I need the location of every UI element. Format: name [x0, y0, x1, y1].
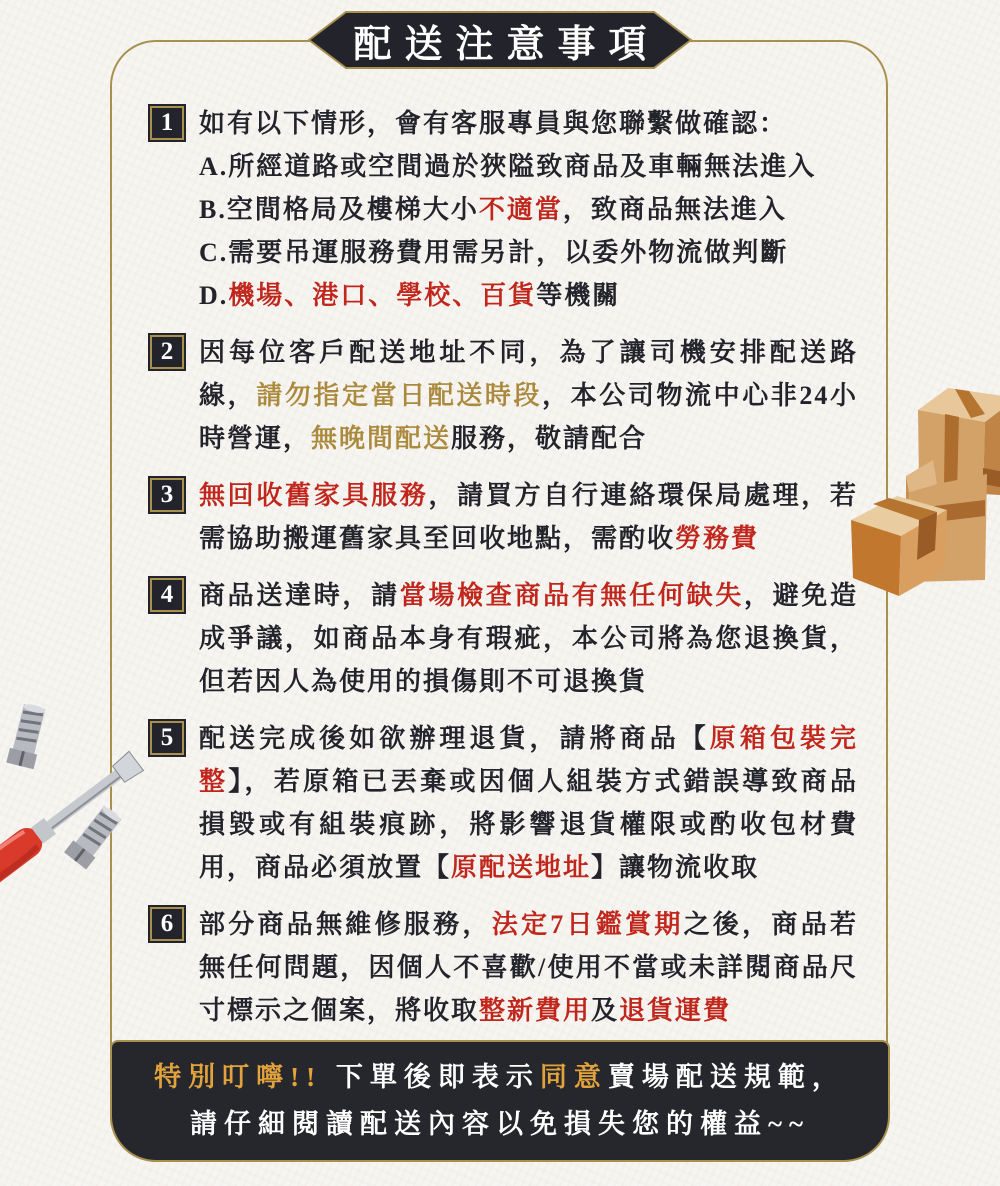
- item-number-badge: 2: [150, 335, 184, 369]
- footer-line-2: 請仔細閱讀配送內容以免損失您的權益~~: [189, 1109, 811, 1139]
- item-number-badge: 5: [150, 721, 184, 755]
- cardboard-boxes-illustration: [845, 380, 1000, 615]
- screwdriver-and-screws-illustration: [0, 688, 172, 920]
- notice-sub-item: A.所經道路或空間過於狹隘致商品及車輛無法進入: [199, 152, 817, 181]
- item-number-badge: 6: [150, 907, 184, 941]
- notice-item: [150, 717, 858, 889]
- item-paragraph: 無回收舊家具服務，請買方自行連絡環保局處理，若需協助搬運舊家具至回收地點，需酌收勞務費: [199, 481, 858, 553]
- notice-list: [150, 102, 858, 1046]
- notice-sub-item: C.需要吊運服務費用需另計，以委外物流做判斷: [199, 238, 789, 267]
- item-paragraph: 配送完成後如欲辦理退貨，請將商品【原箱包裝完整】，若原箱已丟棄或因個人組裝方式錯誤導致商品損毀或有組裝痕跡，將影響退貨權限或酌收包材費用，商品必須放置【原配送地址】讓物流收取: [199, 724, 858, 882]
- item-paragraph: 部分商品無維修服務，法定7日鑑賞期之後，商品若無任何問題，因個人不喜歡/使用不當或未詳閱商品尺寸標示之個案，將收取整新費用及退貨運費: [199, 910, 858, 1025]
- item-text: [199, 903, 858, 1032]
- item-text: [199, 717, 858, 889]
- item-text: [199, 474, 858, 560]
- footer-line-1: 特別叮嚀!! 下單後即表示同意賣場配送規範，: [154, 1062, 846, 1092]
- item-paragraph: 因每位客戶配送地址不同，為了讓司機安排配送路線，請勿指定當日配送時段，本公司物流中心非24小時營運，無晚間配送服務，敬請配合: [199, 338, 858, 453]
- notice-sub-item: B.空間格局及樓梯大小不適當，致商品無法進入: [199, 195, 787, 224]
- notice-item: [150, 474, 858, 560]
- page-title: 配送注意事項: [353, 23, 660, 66]
- item-text: [199, 102, 858, 317]
- item-paragraph: 商品送達時，請當場檢查商品有無任何缺失，避免造成爭議，如商品本身有瑕疵，本公司將為您退換貨，但若因人為使用的損傷則不可退換貨: [199, 581, 858, 696]
- notice-item: [150, 903, 858, 1032]
- item-number-badge: 3: [150, 478, 184, 512]
- notice-item: [150, 331, 858, 460]
- footer-banner: [110, 1040, 890, 1162]
- item-text: [199, 574, 858, 703]
- item-paragraph: 如有以下情形，會有客服專員與您聯繫做確認：: [199, 109, 788, 138]
- item-number-badge: 4: [150, 578, 184, 612]
- notice-item: [150, 574, 858, 703]
- item-text: [199, 331, 858, 460]
- notice-item: [150, 102, 858, 317]
- title-banner: [307, 9, 693, 71]
- notice-sub-item: D.機場、港口、學校、百貨等機關: [199, 281, 621, 310]
- item-number-badge: 1: [150, 106, 184, 140]
